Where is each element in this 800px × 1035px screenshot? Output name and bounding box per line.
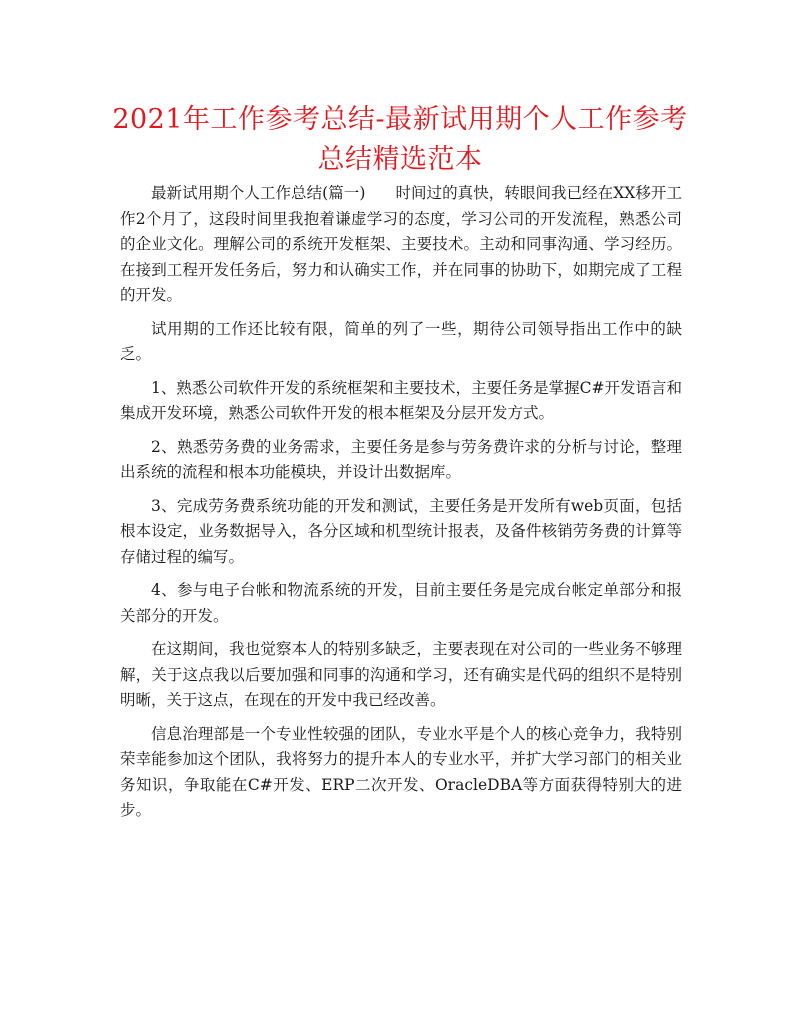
paragraph-shortcomings: 试用期的工作还比较有限，简单的列了一些，期待公司领导指出工作中的缺乏。 [120, 319, 682, 363]
intro-heading: 最新试用期个人工作总结(篇一) [151, 184, 366, 202]
intro-paragraph [120, 181, 682, 309]
intro-text: 时间过的真快，转眼间我已经在XX移开工作2个月了，这段时间里我抱着谦虚学习的态度，学习公司的开发流程，熟悉公司的企业文化。理解公司的系统开发框架、主要技术。主动和同事沟通、学习经历。在接到工程开发任务后，努力和认确实工作，并在同事的协助下，如期完成了工程的开发。 [120, 184, 682, 304]
document-title: 2021年工作参考总结-最新试用期个人工作参考总结精选范本 [112, 104, 688, 175]
paragraph-item-1: 1、熟悉公司软件开发的系统框架和主要技术，主要任务是掌握C#开发语言和集成开发环境，熟悉公司软件开发的根本框架及分层开发方式。 [120, 378, 682, 422]
document-body [120, 181, 682, 832]
paragraph-item-3: 3、完成劳务费系统功能的开发和测试，主要任务是开发所有web页面，包括根本设定，业务数据导入，各分区域和机型统计报表，及备件核销劳务费的计算等存储过程的编写。 [120, 496, 682, 566]
paragraph-reflection: 在这期间，我也觉察本人的特别多缺乏，主要表现在对公司的一些业务不够理解，关于这点我以后要加强和同事的沟通和学习，还有确实是代码的组织不是特别明晰，关于这点，在现在的开发中我已经改善。 [120, 640, 682, 709]
paragraph-item-2: 2、熟悉劳务费的业务需求，主要任务是参与劳务费许求的分析与讨论，整理出系统的流程和根本功能模块，并设计出数据库。 [120, 437, 682, 481]
paragraph-conclusion: 信息治理部是一个专业性较强的团队，专业水平是个人的核心竞争力，我特别荣幸能参加这个团队，我将努力的提升本人的专业水平，并扩大学习部门的相关业务知识，争取能在C#开发、ERP二次开发、OracleDBA等方面获得特别大的进步。 [120, 724, 682, 819]
paragraph-item-4: 4、参与电子台帐和物流系统的开发，目前主要任务是完成台帐定单部分和报关部分的开发。 [120, 581, 682, 625]
